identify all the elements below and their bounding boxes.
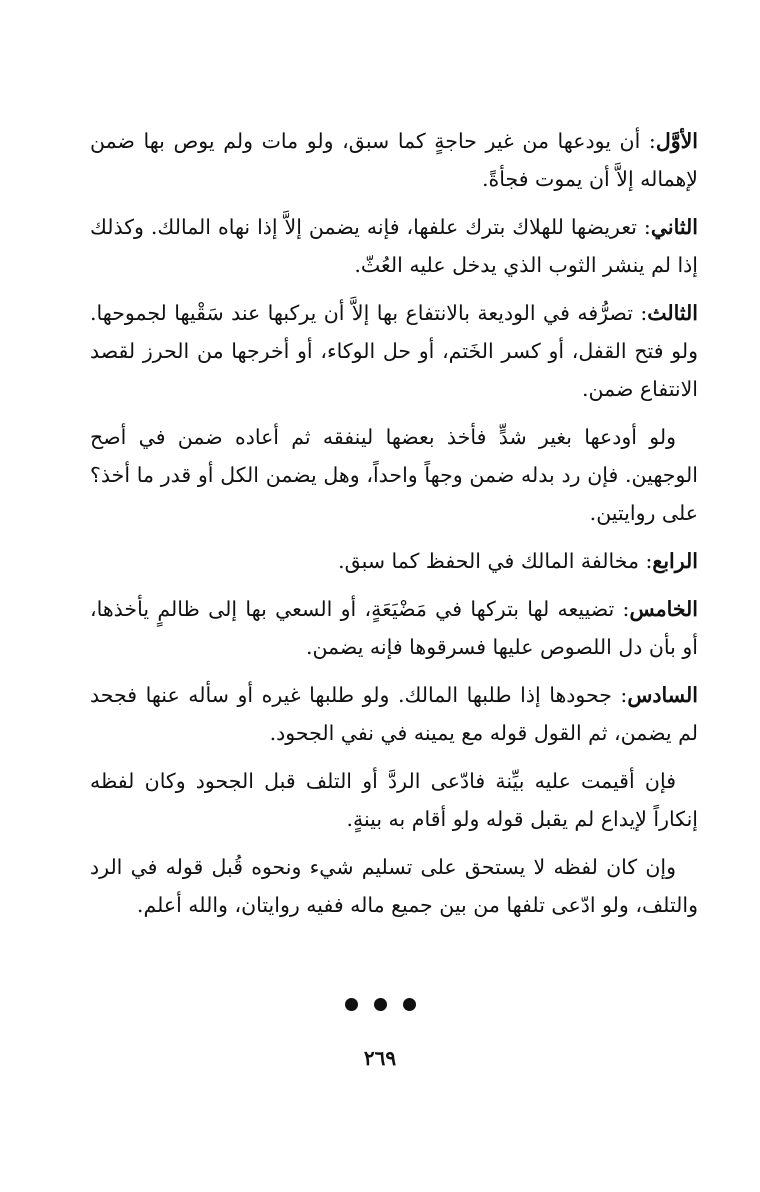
paragraph-fourth	[90, 542, 698, 580]
paragraph-sixth-proof	[90, 762, 698, 838]
page-number: ٢٦٩	[363, 1046, 397, 1070]
paragraph-sixth-wording	[90, 848, 698, 924]
paragraph-sixth	[90, 676, 698, 752]
paragraph-label: الأوَّل	[655, 129, 698, 153]
paragraph-label: الثاني	[650, 215, 698, 239]
paragraph-third-continued	[90, 418, 698, 532]
separator-dot-icon	[374, 998, 387, 1011]
paragraph-text: ولو أودعها بغير شدٍّ فأخذ بعضها لينفقه ثم أعاده ضمن في أصح الوجهين. فإن رد بدله ضمن وجهاً واحداً، وهل يضمن الكل أو قدر ما أخذ؟ على روايتين.	[90, 425, 698, 525]
paragraph-text: : أن يودعها من غير حاجةٍ كما سبق، ولو مات ولم يوص بها ضمن لإهماله إلاَّ أن يموت فجأةً.	[90, 129, 698, 191]
paragraph-label: الخامس	[629, 597, 698, 621]
paragraph-fifth	[90, 590, 698, 666]
paragraph-text: : تضييعه لها بتركها في مَضْيَعَةٍ، أو السعي بها إلى ظالمٍ يأخذها، أو بأن دل اللصوص عليها فسرقوها فإنه يضمن.	[90, 597, 698, 659]
paragraph-text: وإن كان لفظه لا يستحق على تسليم شيء ونحوه قُبل قوله في الرد والتلف، ولو ادّعى تلفها من بين جميع ماله ففيه روايتان، والله أعلم.	[90, 855, 698, 917]
separator-dot-icon	[345, 998, 358, 1011]
page-body	[90, 122, 698, 934]
paragraph-second	[90, 208, 698, 284]
paragraph-third	[90, 294, 698, 408]
paragraph-first	[90, 122, 698, 198]
paragraph-label: السادس	[627, 683, 698, 707]
paragraph-text: : تعريضها للهلاك بترك علفها، فإنه يضمن إلاَّ إذا نهاه المالك. وكذلك إذا لم ينشر الثوب الذي يدخل عليه العُثّ.	[90, 215, 698, 277]
paragraph-label: الثالث	[647, 301, 698, 325]
paragraph-text: : مخالفة المالك في الحفظ كما سبق.	[338, 549, 653, 573]
paragraph-label: الرابع	[652, 549, 698, 573]
paragraph-text: : جحودها إذا طلبها المالك. ولو طلبها غيره أو سأله عنها فجحد لم يضمن، ثم القول قوله مع يمينه في نفي الجحود.	[90, 683, 698, 745]
section-separator	[0, 996, 760, 1015]
separator-dot-icon	[403, 998, 416, 1011]
paragraph-text: : تصرُّفه في الوديعة بالانتفاع بها إلاَّ أن يركبها عند سَقْيها لجموحها. ولو فتح القفل، أو كسر الخَتم، أو حل الوكاء، أو أخرجها من الحرز لقصد الانتفاع ضمن.	[90, 301, 698, 401]
paragraph-text: فإن أقيمت عليه بيِّنة فادّعى الردَّ أو التلف قبل الجحود وكان لفظه إنكاراً لإيداع لم يقبل قوله ولو أقام به بينةٍ.	[90, 769, 698, 831]
